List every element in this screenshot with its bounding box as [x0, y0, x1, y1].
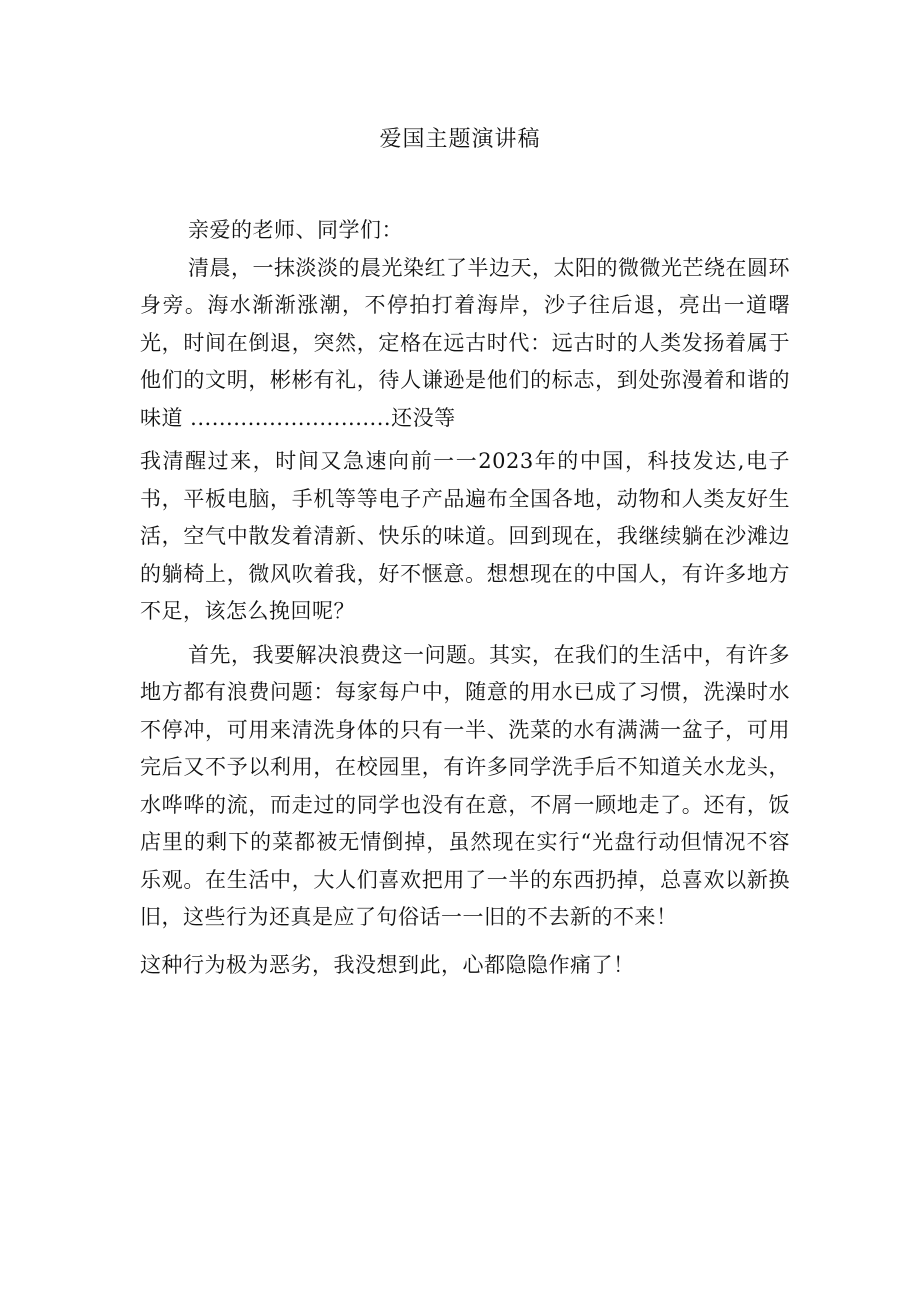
- document-title: 爱国主题演讲稿: [379, 127, 541, 152]
- document-body: [140, 212, 790, 984]
- paragraph-modern-china: 我清醒过来，时间又急速向前一一2023年的中国，科技发达,电子书，平板电脑，手机等等电子产品遍布全国各地，动物和人类友好生活，空气中散发着清新、快乐的味道。回到现在，我继续躺在沙滩边的躺椅上，微风吹着我，好不惬意。想想现在的中国人，有许多地方不足，该怎么挽回呢？: [140, 449, 790, 623]
- salutation: 亲爱的老师、同学们：: [188, 218, 403, 242]
- paragraph-dawn-scene: 清晨，一抹淡淡的晨光染红了半边天，太阳的微微光芒绕在圆环身旁。海水渐渐涨潮，不停拍打着海岸，沙子往后退，亮出一道曙光，时间在倒退，突然，定格在远古时代：远古时的人类发扬着属于他们的文明，彬彬有礼，待人谦逊是他们的标志，到处弥漫着和谐的味道 ............................还没等: [140, 255, 790, 430]
- paragraph-waste-problem: 首先，我要解决浪费这一问题。其实，在我们的生活中，有许多地方都有浪费问题：每家每户中，随意的用水已成了习惯，洗澡时水不停冲，可用来清洗身体的只有一半、洗菜的水有满满一盆子，可用完后又不予以利用，在校园里，有许多同学洗手后不知道关水龙头，水哗哗的流，而走过的同学也没有在意，不屑一顾地走了。还有，饭店里的剩下的菜都被无情倒掉，虽然现在实行“光盘行动但情况不容乐观。在生活中，大人们喜欢把用了一半的东西扔掉，总喜欢以新换旧，这些行为还真是应了句俗话一一旧的不去新的不来！: [140, 642, 790, 929]
- paragraph-conclusion: 这种行为极为恶劣，我没想到此，心都隐隐作痛了！: [140, 952, 635, 977]
